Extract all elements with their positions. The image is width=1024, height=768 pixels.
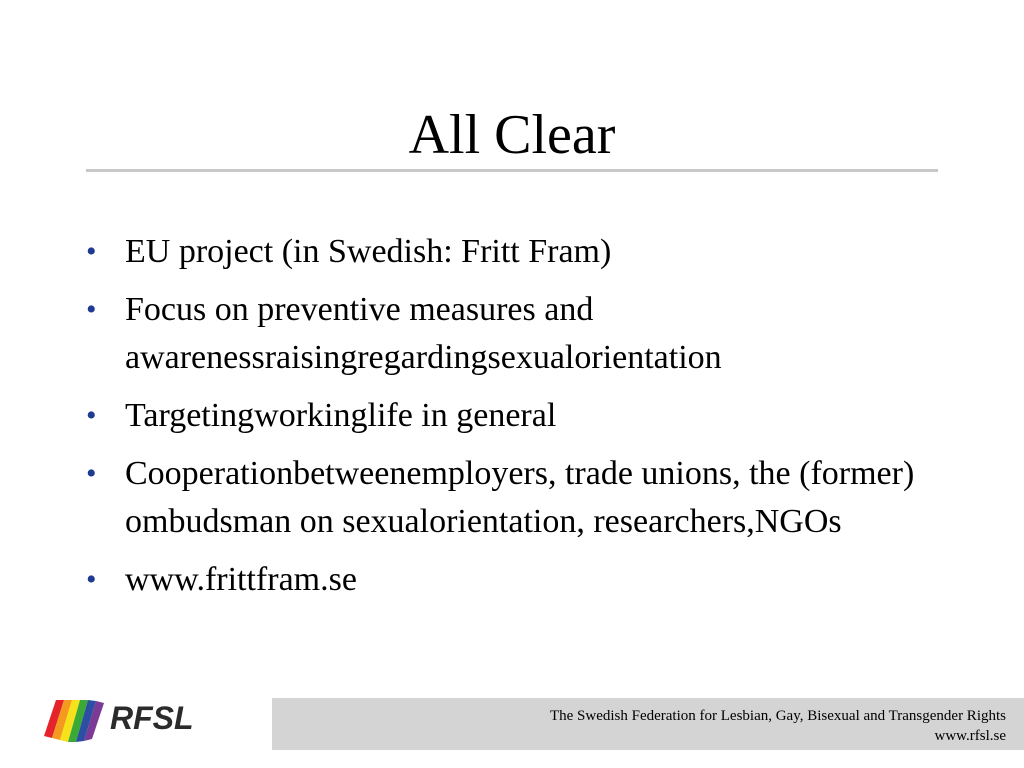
bullet-item [84, 228, 944, 276]
bullet-marker: • [86, 399, 97, 432]
bullet-text: Focus on preventive measures and awarenessraisingregardingsexualorientation [125, 291, 722, 376]
bullet-text: Targetingworkinglife in general [125, 397, 557, 434]
bullet-item [84, 392, 944, 440]
rfsl-logo [42, 696, 252, 746]
bullet-item [84, 286, 944, 382]
bullet-marker: • [86, 235, 97, 268]
logo-text: RFSL [110, 700, 194, 736]
bullet-marker: • [86, 457, 97, 490]
slide-title: All Clear [408, 104, 616, 166]
bullet-item [84, 450, 944, 546]
bullet-text: EU project (in Swedish: Fritt Fram) [125, 233, 612, 270]
bullet-item [84, 556, 944, 604]
bullet-marker: • [86, 563, 97, 596]
bullet-text: www.frittfram.se [125, 561, 357, 598]
footer-organization: The Swedish Federation for Lesbian, Gay, Bisexual and Transgender Rights [549, 708, 1006, 724]
rainbow-flag-icon [44, 700, 104, 742]
footer-bar [272, 698, 1024, 750]
bullet-marker: • [86, 293, 97, 326]
title-divider [86, 169, 938, 172]
footer-website: www.rfsl.se [934, 728, 1006, 744]
bullet-text: Cooperationbetweenemployers, trade unions, the (former) ombudsman on sexualorientation, researchers,NGOs [125, 455, 915, 540]
bullet-list [84, 228, 944, 614]
